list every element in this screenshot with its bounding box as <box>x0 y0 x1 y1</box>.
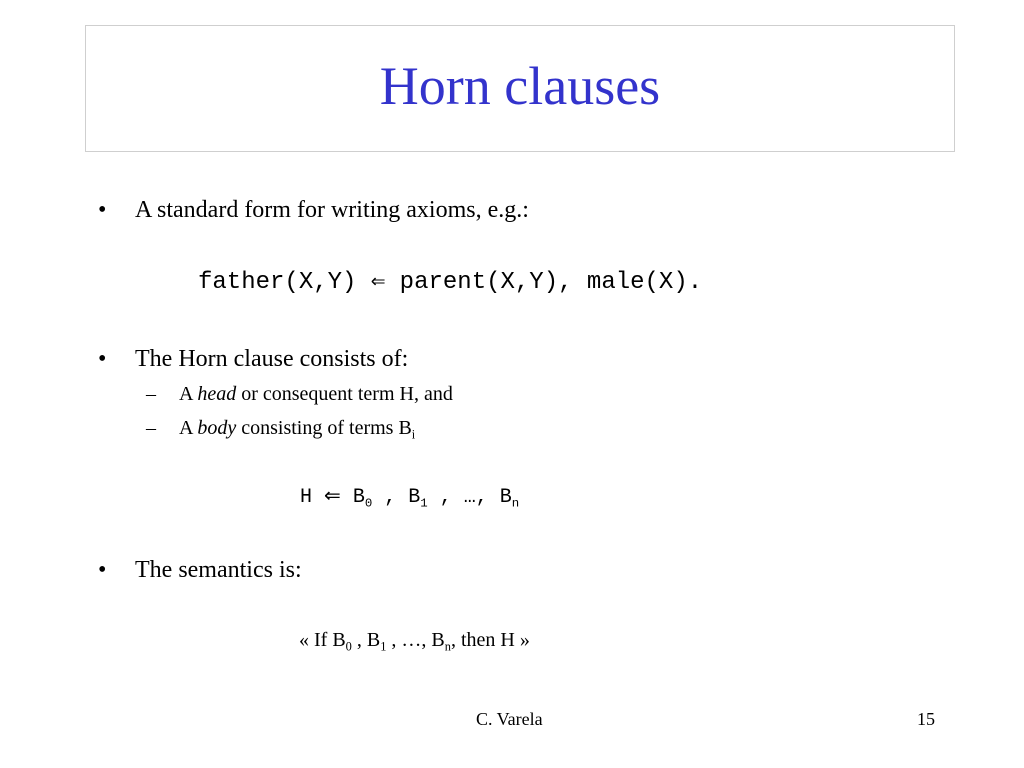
slide-title: Horn clauses <box>379 55 661 116</box>
implies-arrow-icon: ⇐ <box>324 483 341 507</box>
bullet-text: The semantics is: <box>135 557 302 583</box>
clause-separator: , <box>372 486 409 509</box>
semantics-part: , …, B <box>386 629 445 651</box>
semantics-subscript: 0 <box>345 639 352 654</box>
dash-icon: – <box>146 383 156 405</box>
sub-item-suffix: consisting of terms B <box>236 417 412 439</box>
sub-item-subscript: i <box>411 427 416 442</box>
example-clause: father(X,Y) ⇐ parent(X,Y), male(X). <box>198 269 703 296</box>
clause-term: B <box>499 486 512 509</box>
bullet-standard-form <box>98 198 529 222</box>
clause-subscript: 1 <box>420 496 428 511</box>
semantics-subscript: n <box>444 639 451 654</box>
dash-icon: – <box>146 417 156 439</box>
clause-head: H <box>300 486 313 509</box>
bullet-horn-clause <box>98 347 408 371</box>
clause-subscript: 0 <box>364 496 373 511</box>
bullet-icon: • <box>98 557 107 583</box>
sub-item-emphasis: head <box>197 383 237 405</box>
sub-item-emphasis: body <box>197 417 237 439</box>
semantics-part: , B <box>351 629 381 651</box>
sub-item-prefix: A <box>179 417 198 439</box>
semantics-part: , then H » <box>450 629 530 651</box>
title-box <box>85 25 955 152</box>
general-clause <box>300 483 520 511</box>
footer-author: C. Varela <box>476 709 543 729</box>
sub-item-suffix: or consequent term H, and <box>236 383 453 405</box>
bullet-icon: • <box>98 197 107 223</box>
bullet-text: The Horn clause consists of: <box>135 346 409 372</box>
bullet-text: A standard form for writing axioms, e.g.: <box>135 197 529 223</box>
clause-term: B <box>352 486 365 509</box>
clause-separator: , …, <box>427 486 500 509</box>
bullet-icon: • <box>98 346 107 372</box>
clause-term: B <box>408 486 421 509</box>
sub-item-prefix: A <box>179 383 198 405</box>
bullet-semantics <box>98 558 302 582</box>
clause-subscript: n <box>511 496 520 511</box>
semantics-part: « If B <box>299 629 346 651</box>
footer-page-number: 15 <box>917 709 935 729</box>
sub-item-body <box>146 417 416 442</box>
sub-item-head <box>146 384 453 404</box>
semantics-subscript: 1 <box>380 639 387 654</box>
semantics-statement <box>299 629 530 654</box>
